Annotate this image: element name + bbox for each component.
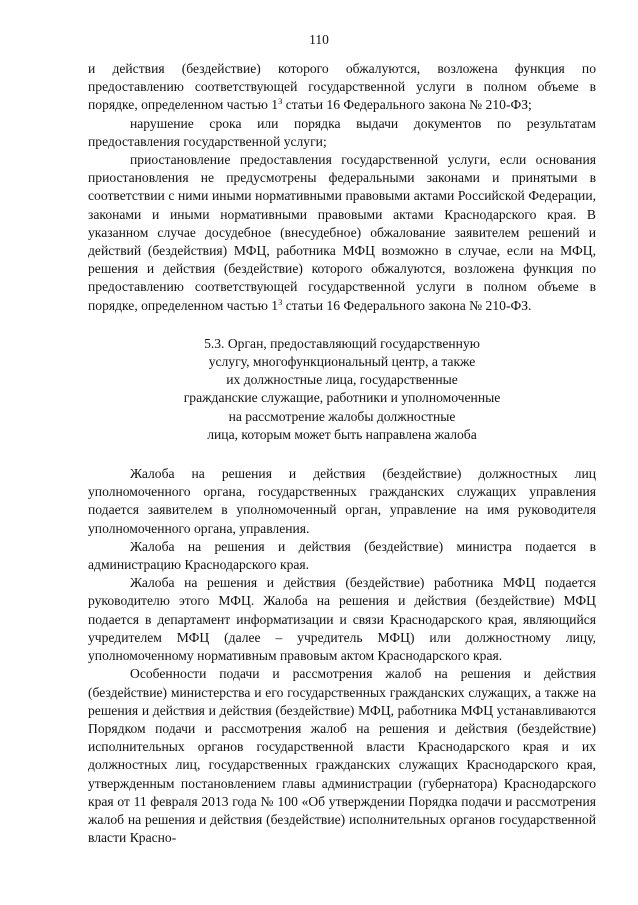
paragraph: нарушение срока или порядка выдачи документов по результатам предоставления государственной услуги; <box>88 115 596 149</box>
heading-line: лица, которым может быть направлена жалоба <box>207 426 477 442</box>
section-heading <box>88 335 596 444</box>
paragraph: Особенности подачи и рассмотрения жалоб на решения и действия (бездействие) министерства и его государственных гражданских служащих, а также на решения и действия и действия (бездействие) МФЦ, работника МФЦ устанавливаются Порядком подачи и рассмотрения жалоб на решения и действия (бездействие) исполнительных органов государственной власти Краснодарского края и их должностных лиц, государственных гражданских служащих Краснодарского края, утвержденным постановлением главы администрации (губернатора) Краснодарского края от 11 февраля 2013 года № 100 «Об утверждении Порядка подачи и рассмотрения жалоб на решения и действия (бездействие) исполнительных органов государственной власти Красно- <box>88 666 596 846</box>
page-number: 110 <box>309 32 329 47</box>
paragraph: приостановление предоставления государственной услуги, если основания приостановления не предусмотрены федеральными законами и принятыми в соответствии с ними иными нормативными правовыми актами Российской Федерации, законами и иными нормативными правовыми актами Краснодарского края. В указанном случае досудебное (внесудебное) обжалование заявителем решений и действий (бездействия) МФЦ, работника МФЦ возможно в случае, если на МФЦ, решения и действия (бездействие) которого обжалуются, возложена функция по предоставлению соответствующей государственной услуги в полном объеме в порядке, определенном частью $1^3$ статьи 16 Федерального закона № 210-ФЗ. <box>88 152 596 313</box>
document-body <box>88 60 596 847</box>
heading-line: 5.3. Орган, предоставляющий государственную <box>204 335 480 351</box>
heading-line: их должностные лица, государственные <box>226 372 458 388</box>
heading-line: гражданские служащие, работники и уполномоченные <box>183 390 501 406</box>
superscript: 3 <box>278 296 283 307</box>
paragraph: Жалоба на решения и действия (бездействие) должностных лиц уполномоченного органа, государственных гражданских служащих управления подается заявителем в уполномоченный орган, управление на имя руководителя уполномоченного органа, управления. <box>88 466 596 536</box>
paragraph: Жалоба на решения и действия (бездействие) министра подается в администрацию Краснодарского края. <box>88 538 596 573</box>
paragraph: Жалоба на решения и действия (бездействие) работника МФЦ подается руководителю этого МФЦ. Жалоба на решения и действия (бездействие) МФЦ подается в департамент информатизации и связи Краснодарского края, являющийся учредителем МФЦ (далее – учредитель МФЦ) или должностному лицу, уполномоченному нормативным правовым актом Краснодарского края. <box>88 575 596 664</box>
superscript: 3 <box>278 96 283 107</box>
paragraph: и действия (бездействие) которого обжалуются, возложена функция по предоставлению соответствующей государственной услуги в полном объеме в порядке, определенном частью $1^3$ статьи 16 Федерального закона № 210-ФЗ; <box>88 61 596 113</box>
heading-line: услугу, многофункциональный центр, а также <box>208 354 476 370</box>
heading-line: на рассмотрение жалобы должностные <box>228 408 456 424</box>
